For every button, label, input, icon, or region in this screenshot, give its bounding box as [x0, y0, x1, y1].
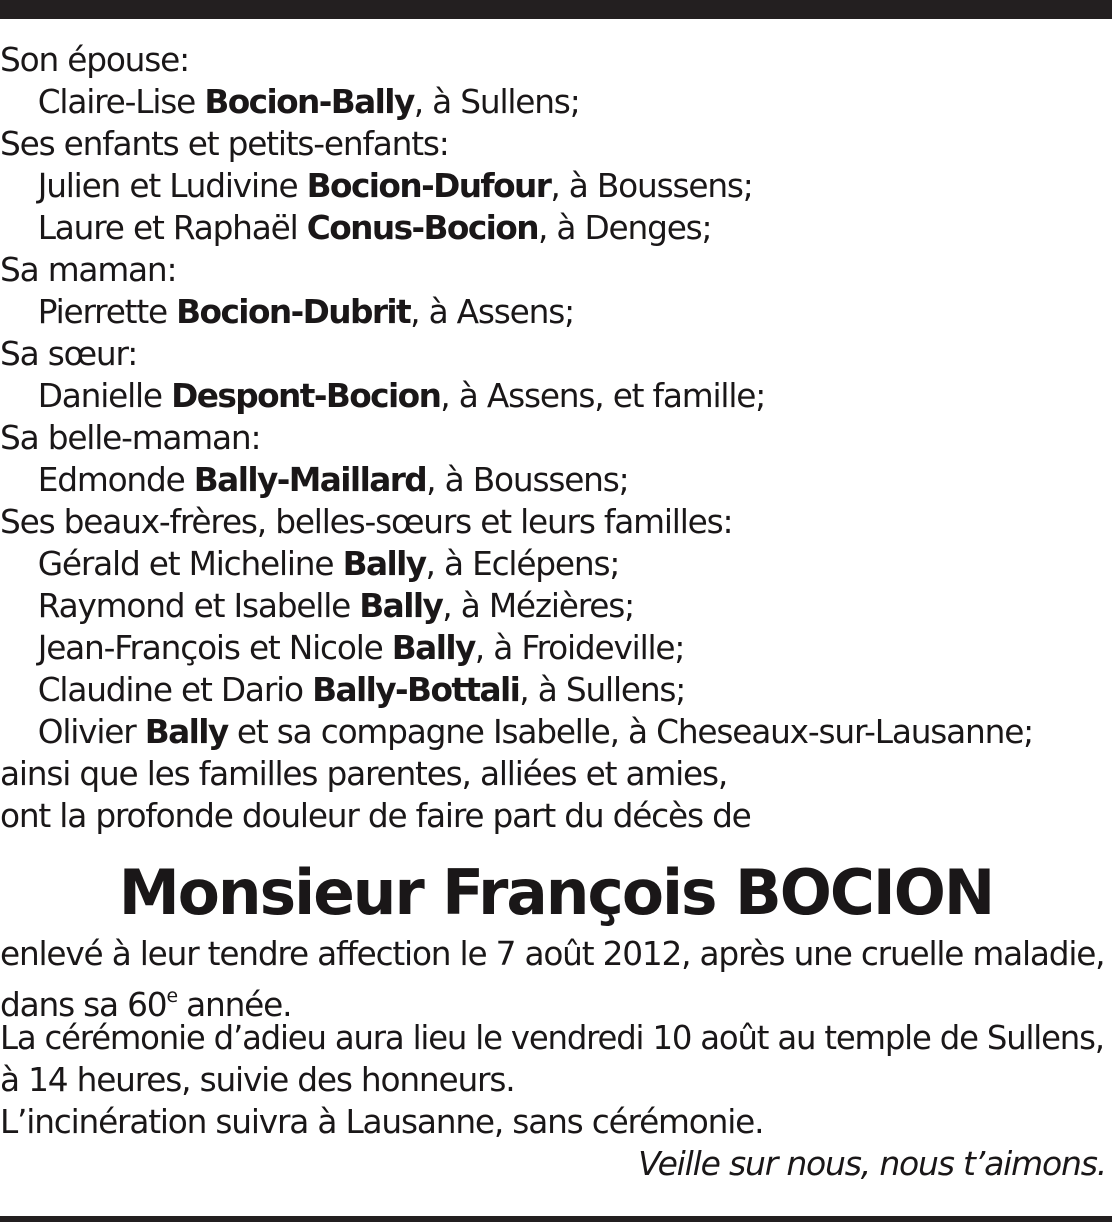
closing-line: ainsi que les familles parentes, alliées et amies,	[0, 754, 728, 793]
member-surname: Bally	[342, 544, 426, 583]
member-surname: Bally	[359, 586, 443, 625]
ordinal-superscript: e	[166, 985, 177, 1007]
member-surname: Bally	[144, 712, 228, 751]
bottom-rule	[0, 1216, 1112, 1222]
member-surname: Bocion-Bally	[204, 82, 414, 121]
member-surname: Bocion-Dufour	[306, 166, 551, 205]
closing-line: ont la profonde douleur de faire part du décès de	[0, 796, 751, 835]
member-surname: Conus-Bocion	[306, 208, 538, 247]
member-first-names: Claire-Lise	[37, 82, 205, 121]
member-surname: Bally-Bottali	[312, 670, 520, 709]
member-first-names: Olivier	[37, 712, 145, 751]
family-member	[0, 543, 1104, 585]
family-member	[0, 375, 1104, 417]
member-location: et sa compagne Isabelle, à Cheseaux-sur-Lausanne;	[227, 712, 1034, 751]
deceased-name-heading	[0, 853, 1112, 933]
member-location: , à Sullens;	[413, 82, 580, 121]
member-location: , à Denges;	[537, 208, 712, 247]
member-location: , à Assens, et famille;	[440, 376, 766, 415]
member-surname: Bally-Maillard	[193, 460, 427, 499]
member-surname: Despont-Bocion	[171, 376, 441, 415]
member-first-names: Julien et Ludivine	[37, 166, 307, 205]
member-location: , à Froideville;	[474, 628, 685, 667]
member-location: , à Eclépens;	[425, 544, 620, 583]
family-member	[0, 627, 1104, 669]
family-member	[0, 81, 1104, 123]
details-line: La cérémonie d’adieu aura lieu le vendredi 10 août au temple de Sullens,	[0, 1018, 1104, 1057]
family-member	[0, 669, 1104, 711]
relation-label: Sa maman:	[0, 250, 177, 289]
family-member	[0, 165, 1104, 207]
relation-label: Ses enfants et petits-enfants:	[0, 124, 449, 163]
member-location: , à Boussens;	[426, 460, 629, 499]
member-first-names: Gérald et Micheline	[37, 544, 343, 583]
signoff: Veille sur nous, nous t’aimons.	[638, 1144, 1106, 1183]
family-member	[0, 207, 1104, 249]
family-member	[0, 459, 1104, 501]
deceased-name: Monsieur François BOCION	[118, 856, 994, 929]
member-first-names: Laure et Raphaël	[37, 208, 307, 247]
relation-label: Ses beaux-frères, belles-sœurs et leurs familles:	[0, 502, 733, 541]
member-location: , à Assens;	[410, 292, 574, 331]
member-first-names: Edmonde	[37, 460, 194, 499]
family-member	[0, 291, 1104, 333]
member-location: , à Mézières;	[442, 586, 634, 625]
top-rule	[0, 0, 1112, 19]
details-line: enlevé à leur tendre affection le 7 août 2012, après une cruelle maladie,	[0, 934, 1105, 973]
member-first-names: Jean-François et Nicole	[37, 628, 392, 667]
family-list	[0, 39, 1112, 753]
details-text: dans sa 60	[0, 985, 167, 1024]
member-surname: Bocion-Dubrit	[176, 292, 411, 331]
member-location: , à Boussens;	[550, 166, 753, 205]
member-first-names: Pierrette	[37, 292, 177, 331]
details-text: année.	[176, 985, 292, 1024]
relation-label: Son épouse:	[0, 40, 189, 79]
family-member	[0, 711, 1104, 753]
member-first-names: Claudine et Dario	[37, 670, 313, 709]
details-line: à 14 heures, suivie des honneurs.	[0, 1060, 515, 1099]
details-line	[0, 975, 1104, 1024]
relation-label: Sa sœur:	[0, 334, 138, 373]
member-first-names: Raymond et Isabelle	[37, 586, 360, 625]
member-first-names: Danielle	[37, 376, 172, 415]
member-surname: Bally	[391, 628, 475, 667]
member-location: , à Sullens;	[519, 670, 686, 709]
family-member	[0, 585, 1104, 627]
obituary-notice	[0, 39, 1112, 1185]
relation-label: Sa belle-maman:	[0, 418, 261, 457]
details-line: L’incinération suivra à Lausanne, sans cérémonie.	[0, 1102, 764, 1141]
